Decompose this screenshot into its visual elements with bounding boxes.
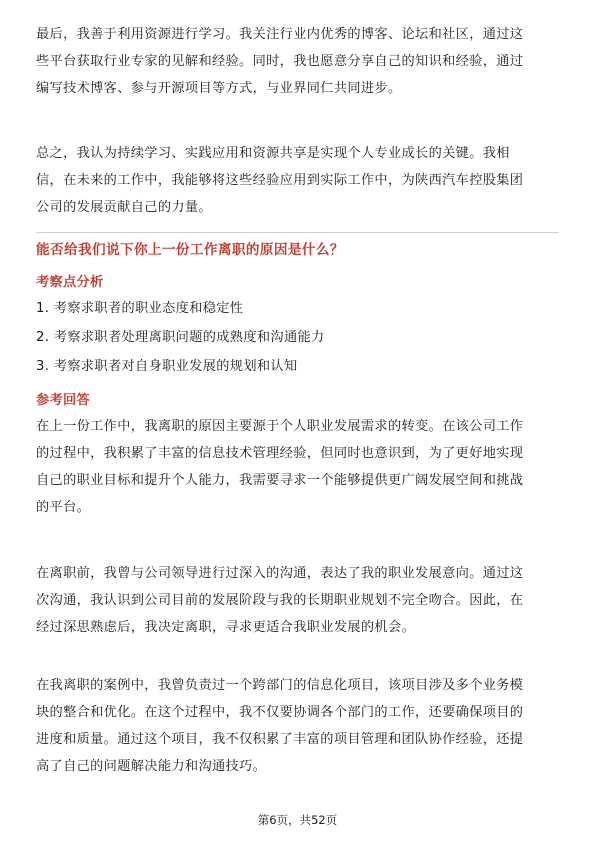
answer-paragraph-1 bbox=[36, 413, 564, 521]
answer-paragraph-2 bbox=[36, 560, 564, 641]
text-line: 高了自己的问题解决能力和沟通技巧。 bbox=[36, 759, 267, 774]
analysis-item: 3. 考察求职者对自身职业发展的规划和认知 bbox=[36, 359, 298, 374]
text-line: 进度和质量。通过这个项目，我不仅积累了丰富的项目管理和团队协作经验，还提 bbox=[36, 732, 524, 747]
text-line: 的平台。 bbox=[36, 500, 91, 515]
answer-paragraph-3 bbox=[36, 672, 564, 780]
text-line: 最后，我善于利用资源进行学习。我关注行业内优秀的博客、论坛和社区，通过这 bbox=[36, 27, 524, 42]
question-title: 能否给我们说下你上一份工作离职的原因是什么？ bbox=[36, 242, 344, 258]
text-line: 次沟通，我认识到公司目前的发展阶段与我的长期职业规划不完全吻合。因此，在 bbox=[36, 593, 524, 608]
intro-paragraph-2 bbox=[36, 140, 564, 221]
text-line: 的过程中，我积累了丰富的信息技术管理经验，但同时也意识到，为了更好地实现 bbox=[36, 446, 524, 461]
text-line: 些平台获取行业专家的见解和经验。同时，我也愿意分享自己的知识和经验，通过 bbox=[36, 54, 524, 69]
intro-paragraph-1 bbox=[36, 21, 564, 102]
text-line: 在离职前，我曾与公司领导进行过深入的沟通，表达了我的职业发展意向。通过这 bbox=[36, 566, 524, 581]
text-line: 经过深思熟虑后，我决定离职，寻求更适合我职业发展的机会。 bbox=[36, 620, 416, 635]
section-divider bbox=[36, 232, 559, 233]
text-line: 在我离职的案例中，我曾负责过一个跨部门的信息化项目，该项目涉及多个业务模 bbox=[36, 678, 524, 693]
text-line: 总之，我认为持续学习、实践应用和资源共享是实现个人专业成长的关键。我相 bbox=[36, 146, 510, 161]
analysis-heading: 考察点分析 bbox=[36, 275, 104, 290]
text-line: 编写技术博客、参与开源项目等方式，与业界同仁共同进步。 bbox=[36, 81, 402, 96]
answer-heading: 参考回答 bbox=[36, 393, 90, 408]
text-line: 自己的职业目标和提升个人能力，我需要寻求一个能够提供更广阔发展空间和挑战 bbox=[36, 473, 524, 488]
text-line: 信，在未来的工作中，我能够将这些经验应用到实际工作中，为陕西汽车控股集团 bbox=[36, 173, 524, 188]
analysis-item: 1. 考察求职者的职业态度和稳定性 bbox=[36, 301, 244, 316]
text-line: 在上一份工作中，我离职的原因主要源于个人职业发展需求的转变。在该公司工作 bbox=[36, 419, 524, 434]
analysis-item: 2. 考察求职者处理离职问题的成熟度和沟通能力 bbox=[36, 330, 325, 345]
page-number: 第6页，共52页 bbox=[257, 813, 338, 827]
text-line: 公司的发展贡献自己的力量。 bbox=[36, 200, 212, 215]
text-line: 块的整合和优化。在这个过程中，我不仅要协调各个部门的工作，还要确保项目的 bbox=[36, 705, 524, 720]
